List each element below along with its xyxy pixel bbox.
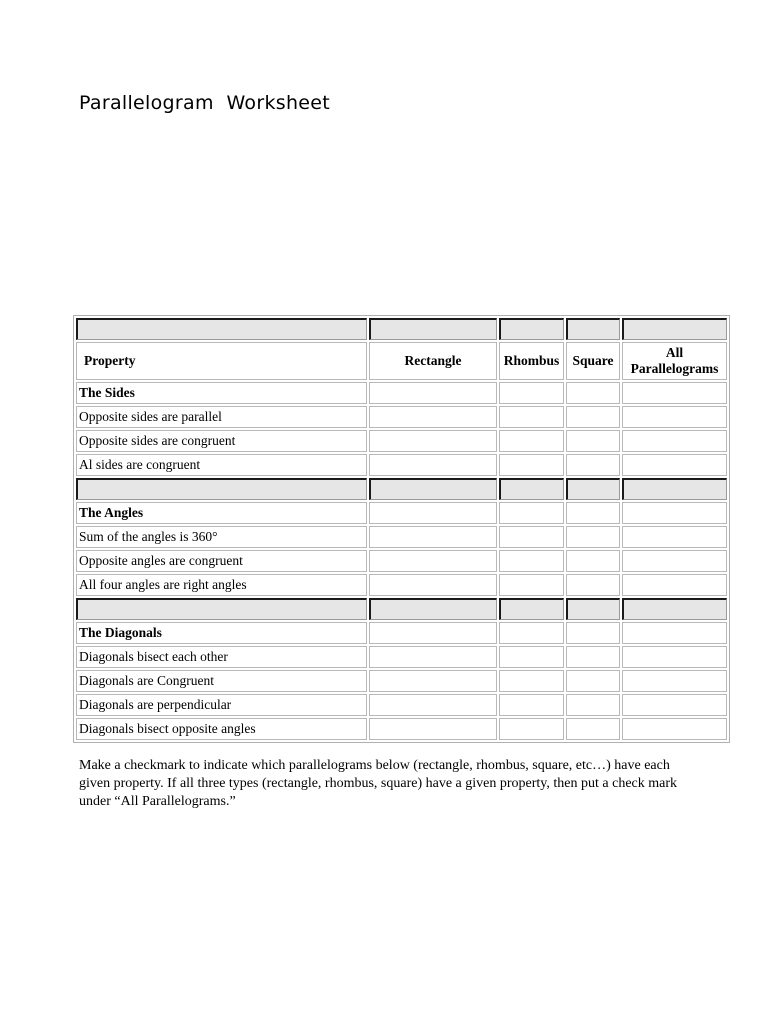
- checkbox-cell[interactable]: [566, 646, 620, 668]
- checkbox-cell[interactable]: [369, 406, 497, 428]
- band-cell: [622, 318, 727, 340]
- band-cell: [566, 598, 620, 620]
- properties-table: [73, 315, 730, 743]
- checkbox-cell[interactable]: [566, 454, 620, 476]
- checkbox-cell[interactable]: [369, 382, 497, 404]
- checkbox-cell[interactable]: [566, 694, 620, 716]
- table-row: [76, 454, 727, 476]
- column-header-rectangle: Rectangle: [369, 342, 497, 380]
- property-label: All four angles are right angles: [76, 574, 367, 596]
- property-label: Opposite angles are congruent: [76, 550, 367, 572]
- checkbox-cell[interactable]: [369, 622, 497, 644]
- checkbox-cell[interactable]: [499, 694, 564, 716]
- table-row: [76, 646, 727, 668]
- checkbox-cell[interactable]: [369, 646, 497, 668]
- checkbox-cell[interactable]: [622, 694, 727, 716]
- checkbox-cell[interactable]: [566, 670, 620, 692]
- section-separator-band: [76, 478, 727, 500]
- checkbox-cell[interactable]: [499, 622, 564, 644]
- section-heading-row: [76, 382, 727, 404]
- checkbox-cell[interactable]: [622, 502, 727, 524]
- checkbox-cell[interactable]: [622, 454, 727, 476]
- checkbox-cell[interactable]: [566, 718, 620, 740]
- checkbox-cell[interactable]: [499, 574, 564, 596]
- band-cell: [499, 598, 564, 620]
- checkbox-cell[interactable]: [499, 646, 564, 668]
- checkbox-cell[interactable]: [499, 502, 564, 524]
- checkbox-cell[interactable]: [369, 694, 497, 716]
- checkbox-cell[interactable]: [622, 670, 727, 692]
- checkbox-cell[interactable]: [622, 718, 727, 740]
- checkbox-cell[interactable]: [566, 574, 620, 596]
- checkbox-cell[interactable]: [566, 550, 620, 572]
- property-label: Opposite sides are parallel: [76, 406, 367, 428]
- table-row: [76, 694, 727, 716]
- band-cell: [76, 318, 367, 340]
- band-cell: [369, 318, 497, 340]
- checkbox-cell[interactable]: [622, 550, 727, 572]
- table-row: [76, 574, 727, 596]
- checkbox-cell[interactable]: [622, 574, 727, 596]
- checkbox-cell[interactable]: [499, 382, 564, 404]
- band-cell: [566, 478, 620, 500]
- property-label: Al sides are congruent: [76, 454, 367, 476]
- checkbox-cell[interactable]: [566, 502, 620, 524]
- section-heading: The Angles: [76, 502, 367, 524]
- checkbox-cell[interactable]: [499, 718, 564, 740]
- checkbox-cell[interactable]: [369, 670, 497, 692]
- property-label: Diagonals are perpendicular: [76, 694, 367, 716]
- property-label: Sum of the angles is 360°: [76, 526, 367, 548]
- checkbox-cell[interactable]: [499, 526, 564, 548]
- section-heading: The Sides: [76, 382, 367, 404]
- checkbox-cell[interactable]: [566, 406, 620, 428]
- property-label: Diagonals bisect opposite angles: [76, 718, 367, 740]
- table-row: [76, 526, 727, 548]
- band-cell: [622, 478, 727, 500]
- table-row: [76, 406, 727, 428]
- section-heading-row: [76, 502, 727, 524]
- checkbox-cell[interactable]: [369, 502, 497, 524]
- checkbox-cell[interactable]: [499, 550, 564, 572]
- band-cell: [369, 478, 497, 500]
- section-heading: The Diagonals: [76, 622, 367, 644]
- band-cell: [499, 478, 564, 500]
- column-header-property: Property: [76, 342, 367, 380]
- worksheet-title: Parallelogram Worksheet: [79, 92, 331, 114]
- table-row: [76, 718, 727, 740]
- column-header-row: [76, 342, 727, 380]
- column-header-all-parallelograms: All Parallelograms: [622, 342, 727, 380]
- checkbox-cell[interactable]: [622, 526, 727, 548]
- column-header-square: Square: [566, 342, 620, 380]
- checkbox-cell[interactable]: [369, 454, 497, 476]
- checkbox-cell[interactable]: [499, 430, 564, 452]
- table-row: [76, 670, 727, 692]
- checkbox-cell[interactable]: [622, 646, 727, 668]
- band-cell: [622, 598, 727, 620]
- band-cell: [566, 318, 620, 340]
- band-cell: [499, 318, 564, 340]
- section-heading-row: [76, 622, 727, 644]
- table-row: [76, 550, 727, 572]
- checkbox-cell[interactable]: [499, 670, 564, 692]
- checkbox-cell[interactable]: [369, 526, 497, 548]
- checkbox-cell[interactable]: [369, 430, 497, 452]
- checkbox-cell[interactable]: [566, 526, 620, 548]
- instructions-text: Make a checkmark to indicate which parallelograms below (rectangle, rhombus, square, etc…) have each given property. If all three types (rectangle, rhombus, square) have a given property, then put a check mark under “All Parallelograms.”: [79, 758, 678, 809]
- checkbox-cell[interactable]: [499, 454, 564, 476]
- checkbox-cell[interactable]: [566, 430, 620, 452]
- checkbox-cell[interactable]: [622, 622, 727, 644]
- band-cell: [76, 598, 367, 620]
- checkbox-cell[interactable]: [622, 406, 727, 428]
- checkbox-cell[interactable]: [369, 574, 497, 596]
- header-band: [76, 318, 727, 340]
- band-cell: [369, 598, 497, 620]
- checkbox-cell[interactable]: [369, 718, 497, 740]
- checkbox-cell[interactable]: [622, 430, 727, 452]
- column-header-rhombus: Rhombus: [499, 342, 564, 380]
- checkbox-cell[interactable]: [566, 622, 620, 644]
- sections-body: [76, 382, 727, 740]
- checkbox-cell[interactable]: [566, 382, 620, 404]
- table-row: [76, 430, 727, 452]
- band-cell: [76, 478, 367, 500]
- checkbox-cell[interactable]: [499, 406, 564, 428]
- property-label: Diagonals are Congruent: [76, 670, 367, 692]
- property-label: Diagonals bisect each other: [76, 646, 367, 668]
- checkbox-cell[interactable]: [622, 382, 727, 404]
- checkbox-cell[interactable]: [369, 550, 497, 572]
- section-separator-band: [76, 598, 727, 620]
- property-label: Opposite sides are congruent: [76, 430, 367, 452]
